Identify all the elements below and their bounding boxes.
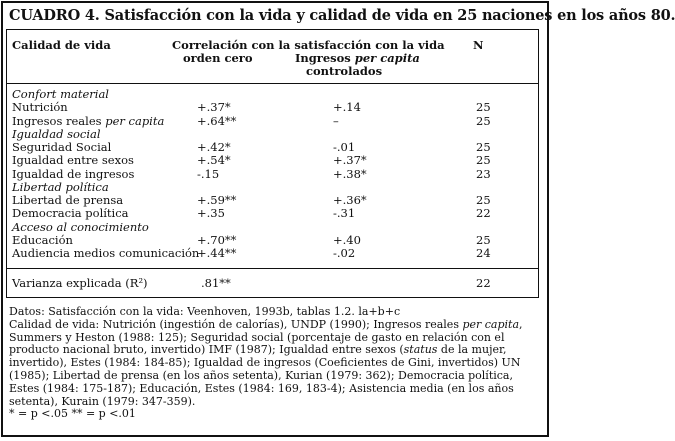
row-label: Igualdad de ingresos (12, 166, 135, 181)
cell-n: 25 (476, 193, 491, 207)
note-quality-sources: Calidad de vida: Nutrición (ingestión de calorías), UNDP (1990); Ingresos reales per capita, Summers y Heston (1988: 125); Seguridad social (porcentaje de gasto en relación con el producto nacional bruto, invertido) IMF (1987); Igualdad entre sexos (status de la mujer, invertido), Estes (1984: 184-85); Igualdad de ingresos (Coeficientes de Gini, invertidos) UN (1985); Libertad de prensa (en los años setenta), Kurian (1979: 362); Democracia política, Estes (1984: 175-187); Educación, Estes (1984: 169, 183-4); Asistencia media (en los años setenta), Kurain (1979: 347-359). (9, 317, 523, 408)
header-n: N (473, 38, 484, 52)
page-title: CUADRO 4. Satisfacción con la vida y calidad de vida en 25 naciones en los años 80. (9, 7, 675, 24)
note-significance: * = p <.05 ** = p <.01 (9, 407, 136, 421)
section-row (7, 221, 538, 234)
cell-orden-cero: +.54* (197, 153, 231, 168)
cell-orden-cero: +.64** (197, 113, 237, 128)
cell-ingresos-controlados: – (333, 113, 339, 128)
row-label: Igualdad entre sexos (12, 153, 134, 168)
row-label: Nutrición (12, 100, 68, 115)
variance-n: 22 (476, 276, 491, 290)
section-row (7, 181, 538, 194)
table-row (7, 194, 538, 207)
table-row (7, 234, 538, 247)
section-row (7, 128, 538, 141)
cell-ingresos-controlados: +.37* (333, 153, 367, 168)
cell-ingresos-controlados: -.01 (333, 140, 356, 154)
cell-ingresos-controlados: +.40 (333, 232, 361, 247)
section-label: Acceso al conocimiento (12, 219, 149, 234)
variance-zero: .81** (201, 276, 231, 290)
cell-orden-cero: +.42* (197, 140, 231, 154)
cell-n: 25 (476, 113, 491, 128)
variance-row (7, 277, 538, 290)
row-label: Ingresos reales per capita (12, 113, 165, 128)
table-row (7, 154, 538, 167)
section-label: Libertad política (12, 179, 109, 194)
table-row (7, 168, 538, 181)
header-rule (7, 83, 538, 84)
row-label: Audiencia medios comunicación (12, 246, 200, 260)
data-table (6, 29, 539, 298)
cell-n: 25 (476, 232, 491, 247)
cell-ingresos-controlados: -.31 (333, 206, 356, 221)
variance-label: Varianza explicada (R²) (12, 276, 148, 290)
cell-ingresos-controlados: +.14 (333, 100, 361, 115)
cell-ingresos-controlados: +.36* (333, 193, 367, 207)
table-row (7, 115, 538, 128)
header-per-capita-text: per capita (354, 51, 420, 65)
header-ingresos-controlados-line2: controlados (306, 64, 383, 78)
cell-orden-cero: +.59** (197, 193, 237, 207)
table-row (7, 247, 538, 260)
table-row (7, 141, 538, 154)
cell-ingresos-controlados: -.02 (333, 246, 356, 260)
cell-n: 23 (476, 166, 491, 181)
cell-orden-cero: +.35 (197, 206, 225, 221)
row-label: Seguridad Social (12, 140, 112, 154)
header-correlation: Correlación con la satisfacción con la vida (172, 38, 445, 52)
section-label: Confort material (12, 87, 109, 101)
cell-n: 25 (476, 153, 491, 168)
header-ingresos-text: Ingresos (295, 51, 355, 65)
row-label: Democracia política (12, 206, 129, 221)
table-row (7, 101, 538, 114)
note-data-source: Datos: Satisfacción con la vida: Veenhoven, 1993b, tablas 1.2. la+b+c (9, 305, 401, 318)
cell-orden-cero: -.15 (197, 166, 220, 181)
notes (9, 306, 539, 421)
section-label: Igualdad social (12, 126, 101, 141)
cell-orden-cero: +.37* (197, 100, 231, 115)
row-label: Educación (12, 232, 73, 247)
cell-orden-cero: +.70** (197, 232, 237, 247)
cell-orden-cero: +.44** (197, 246, 237, 260)
cell-n: 22 (476, 206, 491, 221)
cell-n: 24 (476, 246, 491, 260)
section-row (7, 88, 538, 101)
variance-rule (7, 268, 538, 269)
cell-n: 25 (476, 140, 491, 154)
table-row (7, 207, 538, 220)
cell-ingresos-controlados: +.38* (333, 166, 367, 181)
header-orden-cero: orden cero (183, 51, 253, 65)
header-label: Calidad de vida (12, 38, 111, 52)
row-label: Libertad de prensa (12, 193, 124, 207)
cell-n: 25 (476, 100, 491, 115)
